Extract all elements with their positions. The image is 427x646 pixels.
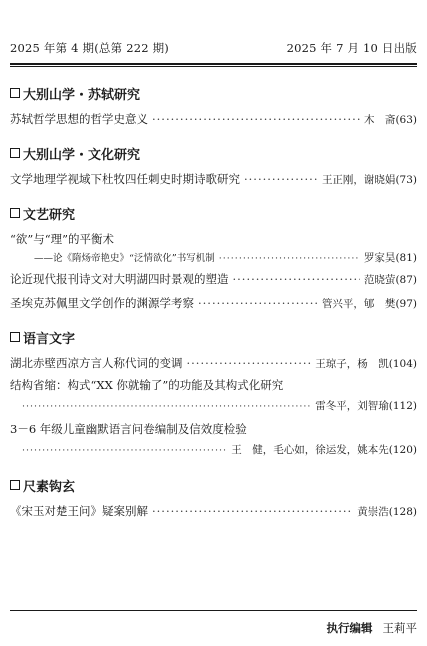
leader-dots (152, 501, 353, 521)
section-title: 文艺研究 (10, 203, 417, 223)
toc-entry[interactable] (10, 169, 417, 189)
leader-dots (244, 169, 318, 189)
toc-entry[interactable] (10, 269, 417, 289)
section-title: 语言文字 (10, 327, 417, 347)
article-author: 管兴平，郇 樊 (321, 298, 396, 310)
section-title: 大别山学・文化研究 (10, 143, 417, 163)
page-number: (87) (395, 274, 417, 286)
checkbox-square-icon (10, 88, 20, 98)
page-number: (63) (395, 114, 417, 126)
page-number: (104) (388, 358, 417, 370)
article-author: 黄崇浩 (357, 506, 389, 518)
article-title[interactable]: 论近现代报刊诗文对大明湖四时景观的塑造 (10, 272, 229, 286)
checkbox-square-icon (10, 208, 20, 218)
article-author: 王琼子，杨 凯 (315, 358, 389, 370)
checkbox-square-icon (10, 332, 20, 342)
section-dabieshan-sushi (10, 83, 417, 129)
section-dabieshan-culture (10, 143, 417, 189)
section-title: 尺素钩玄 (10, 475, 417, 495)
toc-entry[interactable] (10, 293, 417, 313)
section-literature-art (10, 203, 417, 313)
issue-number: 2025 年第 4 期(总第 222 期) (10, 41, 169, 55)
article-author: 雷冬平，刘智瑜 (315, 400, 389, 412)
leader-dots (198, 293, 318, 313)
page-number: (81) (395, 252, 417, 264)
toc-entry[interactable] (10, 501, 417, 521)
footer (327, 620, 418, 636)
article-author: 罗家昊 (363, 252, 396, 264)
page-number: (112) (388, 400, 417, 412)
page-number: (73) (395, 174, 417, 186)
table-of-contents (10, 74, 417, 521)
toc-entry[interactable] (10, 353, 417, 373)
section-title: 大别山学・苏轼研究 (10, 83, 417, 103)
article-title[interactable]: 结构省缩：构式“XX 你就输了”的功能及其构式化研究 (10, 378, 284, 392)
article-title[interactable]: 文学地理学视域下杜牧四任刺史时期诗歌研究 (10, 172, 240, 186)
issue-header (10, 40, 417, 56)
leader-dots (233, 269, 360, 289)
leader-dots (152, 109, 360, 129)
section-language (10, 327, 417, 461)
executive-editor-label: 执行编辑 (326, 621, 373, 635)
article-title[interactable]: 3－6 年级儿童幽默语言问卷编制及信效度检验 (10, 422, 247, 436)
leader-dots (22, 440, 227, 462)
page-number: (128) (388, 506, 417, 518)
toc-entry-author-line[interactable] (10, 395, 417, 417)
checkbox-square-icon (10, 148, 20, 158)
article-title[interactable]: 《宋玉对楚王问》疑案别解 (10, 504, 148, 518)
toc-entry-author-line[interactable] (10, 439, 417, 461)
article-title[interactable]: 苏轼哲学思想的哲学史意义 (10, 112, 148, 126)
leader-dots (22, 396, 311, 418)
page-number: (97) (395, 298, 417, 310)
article-title[interactable]: 湖北赤壁西凉方言人称代词的变调 (10, 356, 183, 370)
checkbox-square-icon (10, 480, 20, 490)
article-subtitle: ——论《隋炀帝艳史》“泛情欲化”书写机制 (34, 253, 215, 264)
toc-entry-subtitle[interactable] (10, 249, 417, 267)
header-rule-thick (10, 63, 417, 65)
article-author: 木 斋 (363, 114, 396, 126)
page-number: (120) (388, 444, 417, 456)
article-author: 王 健，毛心如，徐运发，姚本先 (231, 444, 389, 456)
section-chisu-gouxuan (10, 475, 417, 521)
article-author: 范晓萤 (363, 274, 396, 286)
publication-date: 2025 年 7 月 10 日出版 (286, 41, 417, 55)
footer-rule (10, 610, 417, 611)
header-rule-thin (10, 66, 417, 67)
leader-dots (187, 353, 312, 373)
article-author: 王正刚，谢晓娟 (321, 174, 396, 186)
article-title[interactable]: 圣埃克苏佩里文学创作的渊源学考察 (10, 296, 194, 310)
leader-dots (219, 250, 360, 268)
toc-entry[interactable] (10, 109, 417, 129)
executive-editor-name: 王莉平 (382, 621, 417, 635)
article-title[interactable]: “欲”与“理”的平衡术 (10, 232, 115, 246)
